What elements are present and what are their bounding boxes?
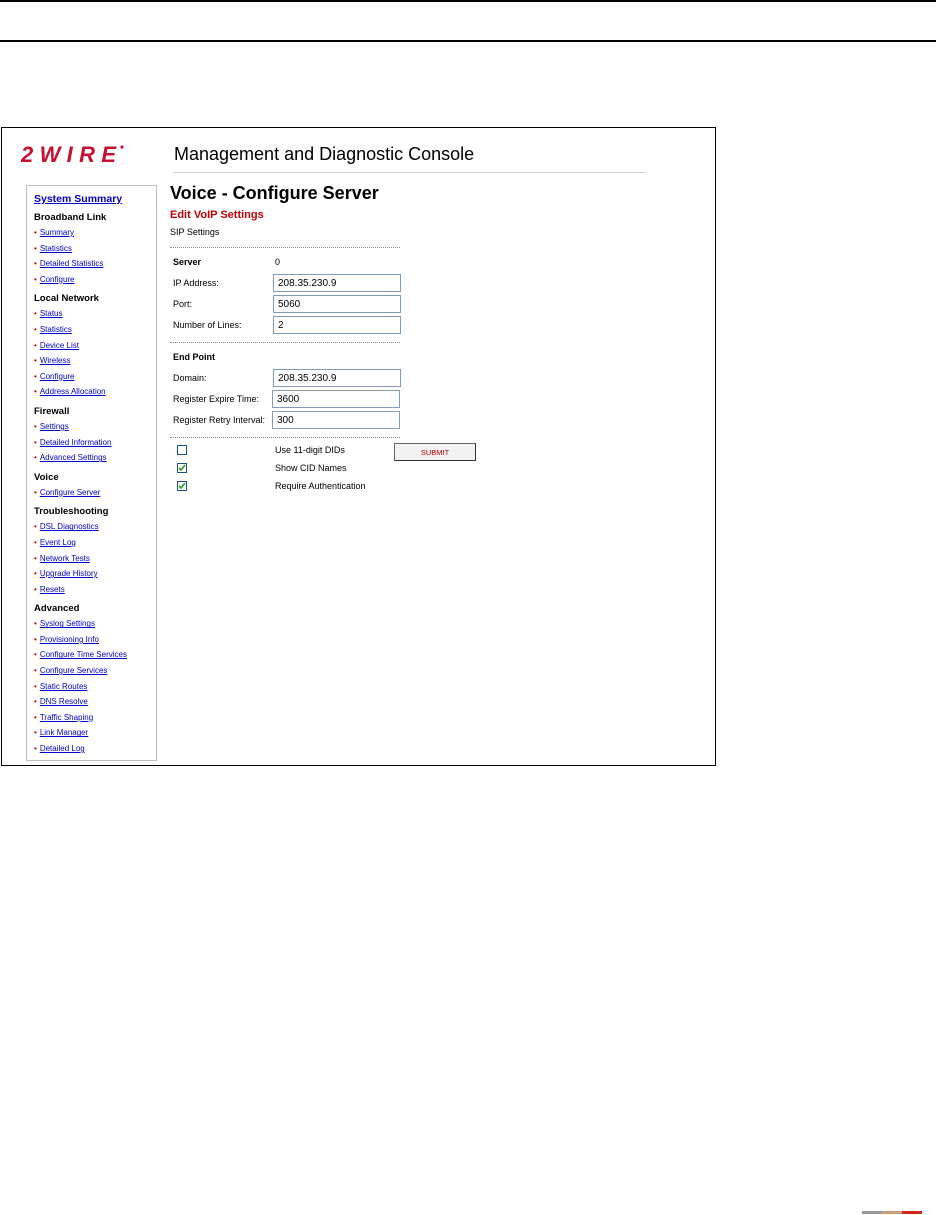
end-point-label: End Point — [173, 352, 215, 362]
bullet-icon: • — [34, 371, 37, 381]
ip-address-row — [170, 273, 650, 294]
sidebar-nav — [26, 185, 157, 761]
sidebar-item-troubleshooting-upgrade-history[interactable] — [34, 566, 156, 582]
bullet-icon: • — [34, 712, 37, 722]
sidebar-item-label[interactable]: Static Routes — [39, 681, 88, 691]
sidebar-item-advanced-traffic-shaping[interactable] — [34, 710, 156, 726]
option-row-show-cid-names — [170, 460, 650, 478]
bullet-icon: • — [34, 437, 37, 447]
footer-bar-segment-gray — [862, 1211, 882, 1214]
bullet-icon: • — [34, 553, 37, 563]
option-label: Show CID Names — [275, 463, 347, 473]
footer-color-bar — [862, 1211, 922, 1214]
register-expire-input[interactable] — [272, 390, 400, 408]
sidebar-item-troubleshooting-network-tests[interactable] — [34, 551, 156, 567]
server-label: Server — [173, 257, 202, 267]
nav-section-local-network — [34, 293, 156, 400]
server-row — [170, 252, 650, 273]
sidebar-item-local-network-wireless[interactable] — [34, 353, 156, 369]
bullet-icon: • — [34, 650, 37, 660]
checkbox-require-authentication[interactable] — [177, 481, 187, 491]
header-rule-line — [0, 40, 936, 42]
sidebar-item-troubleshooting-resets[interactable] — [34, 582, 156, 598]
end-point-row — [170, 347, 650, 368]
console-window — [1, 127, 716, 766]
sidebar-item-firewall-detailed-information[interactable] — [34, 435, 156, 451]
bullet-icon: • — [34, 584, 37, 594]
bullet-icon: • — [34, 681, 37, 691]
bullet-icon: • — [34, 453, 37, 463]
sidebar-item-troubleshooting-event-log[interactable] — [34, 535, 156, 551]
sidebar-item-voice-configure-server[interactable] — [34, 485, 156, 501]
sidebar-item-label[interactable]: Network Tests — [39, 553, 90, 563]
sidebar-item-local-network-address-allocation[interactable] — [34, 384, 156, 400]
sidebar-item-broadband-link-configure[interactable] — [34, 272, 156, 288]
sidebar-item-label[interactable]: Configure — [39, 274, 75, 284]
server-value: 0 — [275, 257, 281, 267]
sidebar-item-label[interactable]: Traffic Shaping — [39, 712, 94, 722]
sidebar-item-label[interactable]: Configure Time Services — [39, 650, 127, 660]
brand-logo — [21, 143, 125, 165]
sidebar-item-label[interactable]: Configure — [39, 371, 75, 381]
sip-settings-label: SIP Settings — [170, 227, 220, 237]
sidebar-item-advanced-dns-resolve[interactable] — [34, 694, 156, 710]
sidebar-item-label[interactable]: Summary — [39, 228, 75, 237]
nav-section-broadband-link — [34, 212, 156, 287]
sidebar-item-label[interactable]: Advanced Settings — [39, 453, 107, 463]
footer-bar-segment-red — [902, 1211, 922, 1214]
checkmark-icon — [178, 464, 186, 472]
sidebar-item-label[interactable]: Link Manager — [39, 728, 89, 738]
option-row-require-authentication — [170, 478, 650, 496]
sidebar-item-broadband-link-summary[interactable] — [34, 225, 156, 241]
sidebar-item-label[interactable]: Statistics — [39, 243, 72, 253]
sidebar-item-advanced-configure-services[interactable] — [34, 663, 156, 679]
register-expire-row — [170, 389, 650, 410]
top-rule — [0, 0, 936, 2]
bullet-icon: • — [34, 228, 37, 237]
bullet-icon: • — [34, 619, 37, 629]
domain-label: Domain: — [173, 373, 207, 383]
sidebar-item-label[interactable]: Detailed Statistics — [39, 259, 104, 269]
sidebar-item-label[interactable]: Detailed Information — [39, 437, 112, 447]
option-label: Require Authentication — [275, 481, 366, 491]
bullet-icon: • — [34, 634, 37, 644]
sidebar-item-label[interactable]: Configure Server — [39, 487, 101, 497]
bullet-icon: • — [34, 666, 37, 676]
number-of-lines-label: Number of Lines: — [173, 320, 242, 330]
sidebar-item-label[interactable]: Detailed Log — [39, 744, 85, 754]
sidebar-item-advanced-detailed-log[interactable] — [34, 741, 156, 757]
nav-section-title: Local Network — [34, 293, 99, 305]
nav-sections — [34, 212, 156, 757]
bullet-icon: • — [34, 309, 37, 319]
bullet-icon: • — [34, 259, 37, 269]
checkbox-show-cid-names[interactable] — [177, 463, 187, 473]
bullet-icon: • — [34, 537, 37, 547]
bullet-icon: • — [34, 487, 37, 497]
bullet-icon: • — [34, 274, 37, 284]
sidebar-item-local-network-device-list[interactable] — [34, 338, 156, 354]
sidebar-item-advanced-syslog-settings[interactable] — [34, 616, 156, 632]
number-of-lines-row — [170, 315, 650, 336]
option-label: Use 11-digit DIDs — [275, 445, 345, 455]
sidebar-item-label[interactable]: Upgrade History — [39, 569, 98, 579]
sidebar-item-label[interactable]: Syslog Settings — [39, 619, 95, 629]
register-retry-row — [170, 410, 650, 431]
nav-section-title: Voice — [34, 471, 59, 483]
nav-section-firewall — [34, 406, 156, 466]
bullet-icon: • — [34, 356, 37, 366]
sidebar-item-label[interactable]: DNS Resolve — [39, 697, 88, 707]
dotted-divider — [170, 437, 400, 438]
sidebar-item-label[interactable]: Resets — [39, 584, 65, 594]
sidebar-item-label[interactable]: Event Log — [39, 537, 76, 547]
sidebar-item-firewall-advanced-settings[interactable] — [34, 450, 156, 466]
console-title: Management and Diagnostic Console — [174, 144, 475, 164]
ip-address-input[interactable] — [273, 274, 401, 292]
sidebar-item-label[interactable]: Settings — [39, 421, 69, 431]
bullet-icon: • — [34, 324, 37, 334]
nav-section-title: Firewall — [34, 405, 70, 417]
bullet-icon: • — [34, 340, 37, 350]
sidebar-link-system-summary[interactable]: System Summary — [34, 193, 123, 205]
sidebar-item-label[interactable]: Status — [39, 309, 63, 319]
register-retry-label: Register Retry Interval: — [173, 415, 266, 425]
bullet-icon: • — [34, 421, 37, 431]
bullet-icon: • — [34, 728, 37, 738]
port-label: Port: — [173, 299, 193, 309]
nav-section-title: Troubleshooting — [34, 506, 109, 518]
submit-button[interactable]: SUBMIT — [394, 443, 476, 461]
sidebar-item-troubleshooting-dsl-diagnostics[interactable] — [34, 519, 156, 535]
nav-section-voice — [34, 472, 156, 501]
sidebar-item-advanced-static-routes[interactable] — [34, 679, 156, 695]
bullet-icon: • — [34, 697, 37, 707]
sidebar-item-label[interactable]: DSL Diagnostics — [39, 522, 99, 532]
checkbox-use-11-digit-dids[interactable] — [177, 445, 187, 455]
svg-text:2WIRE: 2WIRE — [21, 143, 117, 165]
domain-row — [170, 368, 650, 389]
sidebar-item-label[interactable]: Device List — [39, 340, 79, 350]
sidebar-item-broadband-link-detailed-statistics[interactable] — [34, 256, 156, 272]
ip-address-label: IP Address: — [173, 278, 219, 288]
bullet-icon: • — [34, 744, 37, 754]
sidebar-item-broadband-link-statistics[interactable] — [34, 241, 156, 257]
sidebar-item-advanced-link-manager[interactable] — [34, 725, 156, 741]
footer-bar-segment-tan — [882, 1211, 902, 1214]
sidebar-item-local-network-configure[interactable] — [34, 369, 156, 385]
sidebar-item-label[interactable]: Address Allocation — [39, 387, 106, 397]
bullet-icon: • — [34, 243, 37, 253]
sidebar-item-label[interactable]: Provisioning Info — [39, 634, 99, 644]
bullet-icon: • — [34, 569, 37, 579]
page-subtitle: Edit VoIP Settings — [170, 209, 264, 221]
port-row — [170, 294, 650, 315]
dotted-divider — [170, 342, 400, 343]
sidebar-item-local-network-status[interactable] — [34, 306, 156, 322]
bullet-icon: • — [34, 387, 37, 397]
nav-section-title: Broadband Link — [34, 212, 107, 223]
page-title: Voice - Configure Server — [170, 183, 379, 203]
register-retry-input[interactable] — [272, 411, 400, 429]
sidebar-item-label[interactable]: Statistics — [39, 324, 72, 334]
nav-section-title: Advanced — [34, 603, 80, 615]
port-input[interactable] — [273, 295, 401, 313]
dotted-divider — [170, 247, 400, 248]
sidebar-item-label[interactable]: Configure Services — [39, 666, 108, 676]
header-divider — [174, 172, 646, 173]
sidebar-item-label[interactable]: Wireless — [39, 356, 71, 366]
sidebar-item-firewall-settings[interactable] — [34, 419, 156, 435]
nav-section-troubleshooting — [34, 506, 156, 597]
domain-input[interactable] — [273, 369, 401, 387]
bullet-icon: • — [34, 522, 37, 532]
sidebar-item-local-network-statistics[interactable] — [34, 322, 156, 338]
checkmark-icon — [178, 482, 186, 490]
register-expire-label: Register Expire Time: — [173, 394, 260, 404]
nav-section-advanced — [34, 603, 156, 756]
sidebar-item-advanced-provisioning-info[interactable] — [34, 632, 156, 648]
sidebar-item-advanced-configure-time-services[interactable] — [34, 647, 156, 663]
number-of-lines-input[interactable] — [273, 316, 401, 334]
